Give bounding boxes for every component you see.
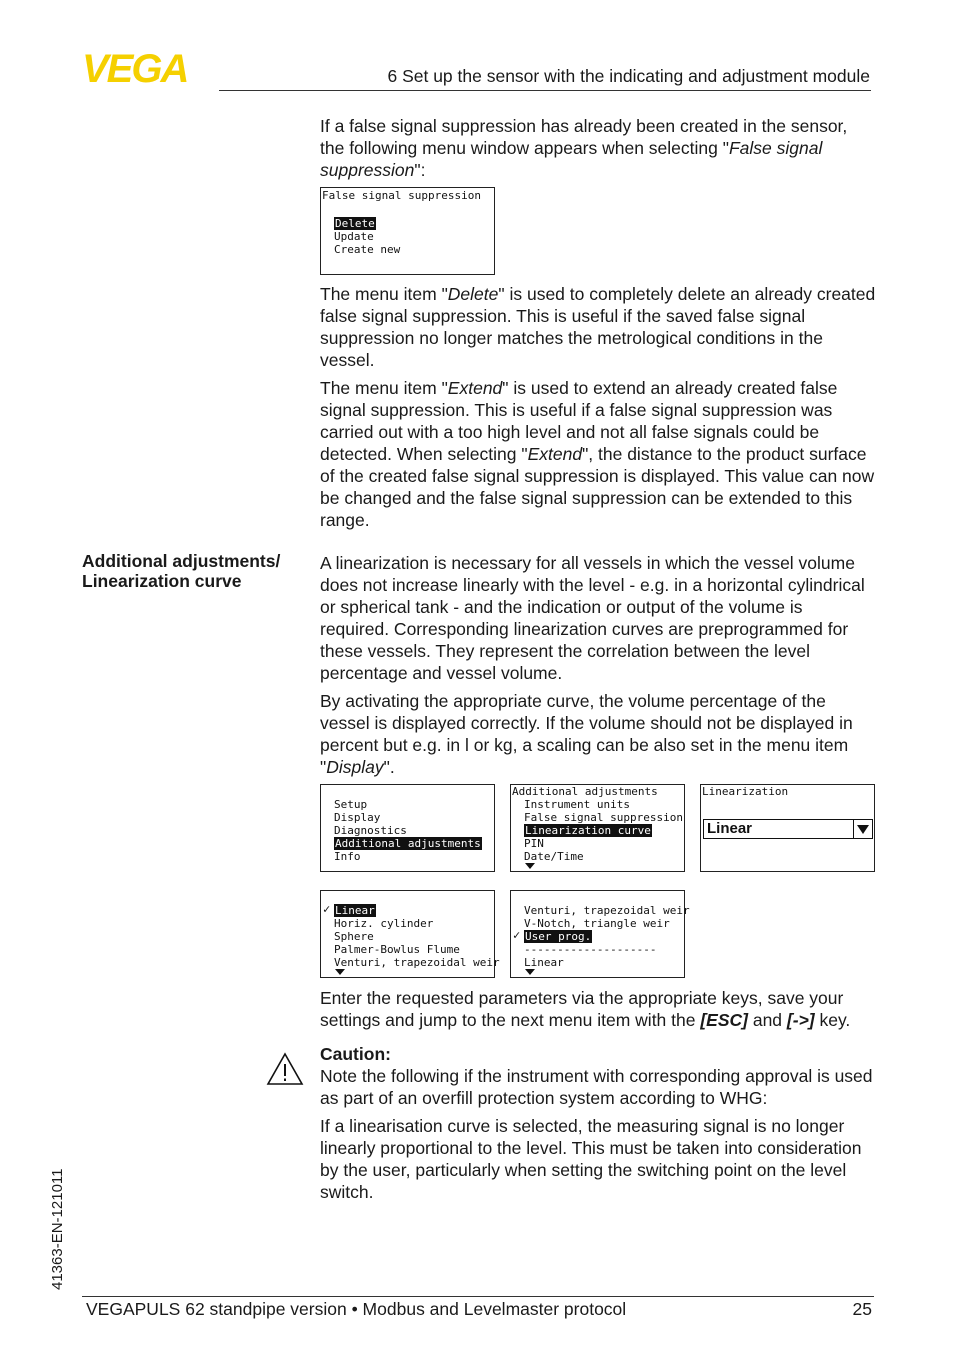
chapter-title: 6 Set up the sensor with the indicating and adjustment module [387, 66, 870, 86]
menu-item-display[interactable]: Display [334, 811, 381, 824]
menu-item-date-time[interactable]: Date/Time [524, 850, 584, 863]
menu-item-setup[interactable]: Setup [334, 798, 368, 811]
menu-item-palmer-bowlus[interactable]: Palmer-Bowlus Flume [334, 943, 460, 956]
linearization-value: Linear [707, 820, 753, 837]
linearization-paragraph: A linearization is necessary for all vessels in which the vessel volume does not increase linearly with the level - e.g. in a horizontal cylindrical or spherical tank - and the indication or output of the volume is required. Corresponding linearization curves are preprogrammed for these vessels. They represent the correlation between the level percentage and vessel volume. [320, 553, 865, 683]
svg-text:VEGA: VEGA [82, 52, 188, 84]
separator-line: -------------------- [524, 943, 657, 956]
menu-item-info[interactable]: Info [334, 850, 361, 863]
scroll-down-icon [525, 969, 535, 975]
lcd-main-menu [320, 784, 495, 872]
lcd-curve-list-1 [320, 890, 500, 978]
menu-item-instrument-units[interactable]: Instrument units [524, 798, 630, 811]
enter-paragraph: Enter the requested parameters via the appropriate keys, save your settings and jump to the next menu item with the [ESC] and [->] key. [320, 988, 851, 1030]
extend-paragraph: The menu item "Extend" is used to extend an already created false signal suppression. This is useful if a false signal suppression was carried out with a too high level and not all false signals could be detected. When selecting "Extend", the distance to the product surface of the created false signal suppression is displayed. This value can now be changed and the false signal suppression can be extended to this range. [320, 378, 875, 530]
display-scaling-paragraph: By activating the appropriate curve, the volume percentage of the vessel is displayed correctly. If the volume should not be displayed in percent but e.g. in l or kg, a scaling can be also set in the menu item "Display". [320, 691, 853, 777]
caution-paragraph-1: Note the following if the instrument with corresponding approval is used as part of an overfill protection system according to WHG: [320, 1066, 873, 1108]
menu-item-user-prog[interactable]: User prog. [525, 930, 592, 943]
lcd-additional-adjustments [510, 784, 685, 872]
caution-block [320, 1043, 876, 1209]
lcd-curve-list-2 [510, 890, 690, 978]
caution-heading: Caution: [320, 1044, 391, 1064]
lcd-title: Additional adjustments [512, 785, 658, 798]
warning-icon [266, 1052, 304, 1086]
menu-item-additional-adjustments[interactable]: Additional adjustments [335, 837, 481, 850]
scroll-down-icon [335, 969, 345, 975]
intro-paragraph: If a false signal suppression has already been created in the sensor, the following menu window appears when selecting "False signal suppression": [320, 116, 848, 180]
menu-item-pin[interactable]: PIN [524, 837, 544, 850]
checkmark-icon: ✓ [513, 928, 521, 942]
lcd-title: False signal suppression [322, 189, 481, 202]
lcd-false-signal-suppression [320, 187, 495, 275]
menu-item-delete[interactable]: Delete [335, 217, 375, 230]
menu-item-linearization-curve[interactable]: Linearization curve [525, 824, 651, 837]
footer-value-linear: Linear [524, 956, 564, 969]
lcd-linearization [700, 784, 875, 872]
checkmark-icon: ✓ [323, 902, 331, 916]
vega-logo [82, 52, 212, 84]
menu-item-horiz-cylinder[interactable]: Horiz. cylinder [334, 917, 434, 930]
linearization-select[interactable] [703, 819, 873, 839]
menu-item-update[interactable]: Update [334, 230, 374, 243]
menu-item-sphere[interactable]: Sphere [334, 930, 374, 943]
menu-item-false-signal-suppression[interactable]: False signal suppression [524, 811, 683, 824]
page-number: 25 [852, 1299, 872, 1319]
menu-item-venturi[interactable]: Venturi, trapezoidal weir [524, 904, 690, 917]
header-rule [219, 90, 871, 91]
menu-item-linear[interactable]: Linear [335, 904, 375, 917]
arrow-key-label: [->] [786, 1010, 815, 1030]
chevron-down-icon[interactable] [853, 820, 872, 838]
section-heading: Additional adjustments/ Linearization curve [82, 551, 281, 591]
lcd-title: Linearization [702, 785, 789, 798]
menu-item-create-new[interactable]: Create new [334, 243, 401, 256]
esc-key-label: [ESC] [700, 1010, 748, 1030]
document-id: 41363-EN-121011 [49, 1168, 66, 1290]
footer-rule [82, 1296, 874, 1297]
menu-item-venturi[interactable]: Venturi, trapezoidal weir [334, 956, 500, 969]
menu-item-v-notch[interactable]: V-Notch, triangle weir [524, 917, 670, 930]
footer-product: VEGAPULS 62 standpipe version • Modbus and Levelmaster protocol [86, 1299, 627, 1319]
scroll-down-icon [525, 863, 535, 869]
caution-paragraph-2: If a linearisation curve is selected, the measuring signal is no longer linearly proportional to the level. This must be taken into consideration by the user, particularly when setting the switching point on the level switch. [320, 1116, 862, 1202]
delete-paragraph: The menu item "Delete" is used to completely delete an already created false signal suppression. This is useful if the saved false signal suppression no longer matches the metrological conditions in the vessel. [320, 284, 876, 370]
menu-item-diagnostics[interactable]: Diagnostics [334, 824, 407, 837]
